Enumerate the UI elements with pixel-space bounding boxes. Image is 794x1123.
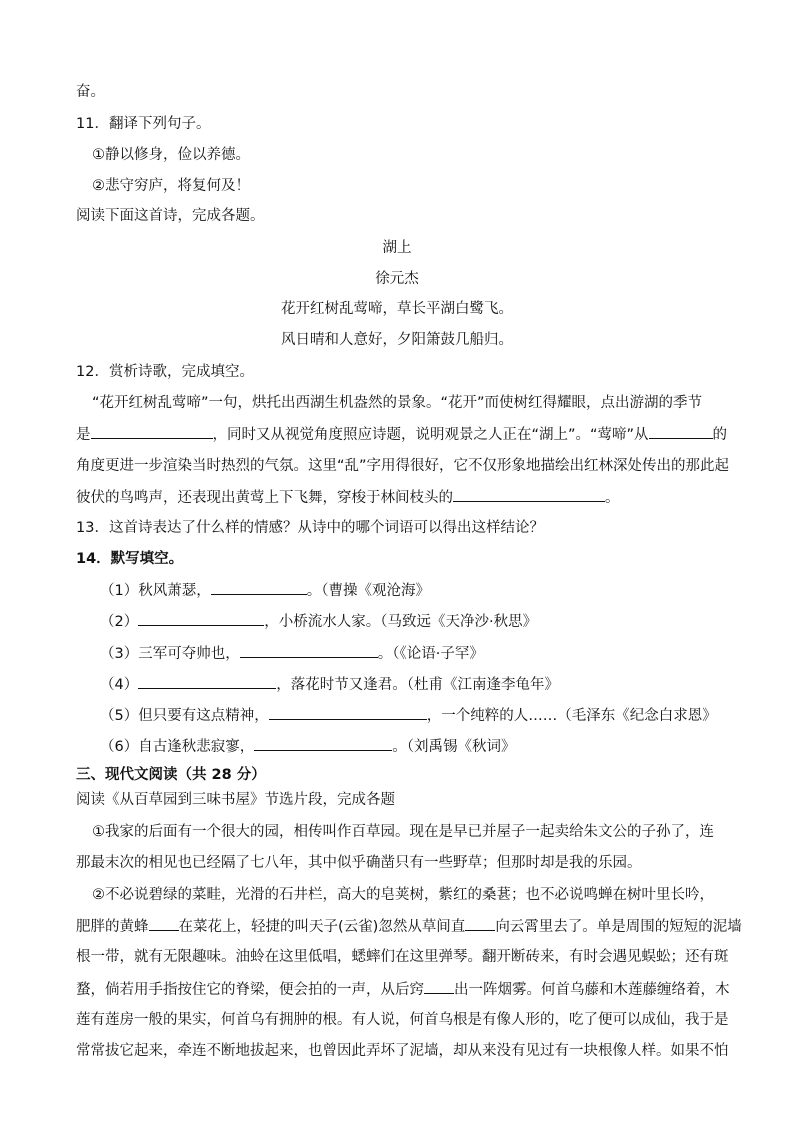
text-segment: 彼伏的鸟鸣声，还表现出黄莺上下飞舞，穿梭于林间枝头的 [76, 490, 453, 506]
reading-instruction: 阅读《从百草园到三味书屋》节选片段，完成各题 [76, 792, 395, 808]
fill-blank[interactable] [91, 424, 213, 439]
passage-line: 莲有莲房一般的果实，何首乌有拥肿的根。有人说，何首乌根是有像人形的，吃了便可以成仙，我于是 [76, 1012, 729, 1028]
question-12-text [76, 487, 766, 508]
text-segment: ，小桥流水人家。（马致远《天净沙·秋思》 [264, 614, 538, 630]
text-segment: 。（曹操《观沧海》 [306, 583, 430, 599]
text-segment: ，一个纯粹的人……（毛泽东《纪念白求恩》 [426, 708, 717, 724]
poem-author: 徐元杰 [375, 271, 419, 287]
question-14-item [100, 705, 790, 726]
question-12-text: 角度更进一步渲染当时热烈的气氛。这里“乱”字用得很好，它不仅形象地描绘出红林深处传出的那此起 [76, 458, 730, 474]
question-14-item [100, 736, 790, 757]
text-segment: 向云霄里去了。单是周围的短短的泥墙 [495, 919, 742, 935]
question-14-item [100, 580, 790, 601]
text-segment: 。 [605, 490, 620, 506]
text-segment: （6）自古逢秋悲寂寥， [100, 739, 255, 755]
text-segment: 肥胖的黄蜂 [76, 919, 149, 935]
passage-line: 常常拔它起来，牵连不断地拔起来，也曾因此弄坏了泥墙，却从来没有见过有一块根像人样。如果不怕 [76, 1043, 729, 1059]
question-14-item [100, 611, 790, 632]
text-segment: （2） [100, 614, 139, 630]
question-11-item-2: ②悲守穷庐，将复何及！ [92, 178, 250, 194]
passage-line: 根一带，就有无限趣味。油蛉在这里低唱，蟋蟀们在这里弹琴。翻开断砖来，有时会遇见蜈蚣；还有斑 [76, 949, 729, 965]
text-segment: （1）秋风萧瑟， [100, 583, 211, 599]
passage-line [76, 916, 766, 937]
fill-blank[interactable] [269, 705, 427, 720]
question-12-text [76, 424, 766, 445]
reading-instruction: 阅读下面这首诗，完成各题。 [76, 208, 265, 224]
text-line: 奋。 [76, 84, 105, 100]
text-segment: （3）三军可夺帅也， [100, 646, 240, 662]
poem-line: 风日晴和人意好，夕阳箫鼓几船归。 [281, 332, 513, 348]
section-heading: 三、现代文阅读（共 28 分） [76, 767, 266, 783]
text-segment: 的 [712, 427, 728, 443]
question-12-text: “花开红树乱莺啼”一句，烘托出西湖生机盎然的景象。“花开”而使树红得耀眼，点出游湖的季节 [92, 395, 703, 411]
text-segment: 。（《论语·子罕》 [377, 646, 484, 662]
fill-blank[interactable] [211, 580, 307, 595]
text-segment: （5）但只要有这点精神， [100, 708, 269, 724]
fill-blank[interactable] [254, 736, 392, 751]
text-segment: 在菜花上，轻捷的叫天子(云雀)忽然从草间直 [178, 919, 466, 935]
fill-blank[interactable] [424, 979, 454, 994]
text-segment: 。（刘禹锡《秋词》 [392, 739, 516, 755]
text-segment: 蝥，倘若用手指按住它的脊梁，便会拍的一声，从后窍 [76, 982, 424, 998]
fill-blank[interactable] [138, 611, 264, 626]
text-segment: ，同时又从视觉角度照应诗题，说明观景之人正在“湖上”。“莺啼”从 [212, 427, 649, 443]
question-14-item [100, 643, 790, 664]
fill-blank[interactable] [138, 674, 276, 689]
passage-line: ①我家的后面有一个很大的园，相传叫作百草园。现在是早已并屋子一起卖给朱文公的子孙了，连 [92, 824, 714, 840]
question-14: 14．默写填空。 [76, 551, 184, 567]
question-11-item-1: ①静以修身，俭以养德。 [92, 147, 250, 163]
question-11: 11．翻译下列句子。 [76, 116, 211, 132]
poem-line: 花开红树乱莺啼，草长平湖白鹭飞。 [281, 301, 513, 317]
text-segment: ，落花时节又逢君。（杜甫《江南逢李龟年》 [276, 677, 559, 693]
text-segment: 是 [76, 427, 91, 443]
text-segment: （4） [100, 677, 139, 693]
passage-line: ②不必说碧绿的菜畦，光滑的石井栏，高大的皂荚树，紫红的桑葚；也不必说鸣蝉在树叶里长吟， [92, 887, 714, 903]
fill-blank[interactable] [453, 487, 605, 502]
question-14-item [100, 674, 790, 695]
fill-blank[interactable] [240, 643, 378, 658]
fill-blank[interactable] [649, 424, 713, 439]
question-12: 12．赏析诗歌，完成填空。 [76, 364, 254, 380]
passage-line [76, 979, 766, 1000]
poem-title: 湖上 [382, 240, 412, 256]
fill-blank[interactable] [465, 916, 495, 931]
passage-line: 那最末次的相见也已经隔了七八年，其中似乎确凿只有一些野草；但那时却是我的乐园。 [76, 855, 642, 871]
text-segment: 出一阵烟雾。何首乌藤和木莲藤缠络着，木 [454, 982, 730, 998]
fill-blank[interactable] [149, 916, 179, 931]
question-13: 13．这首诗表达了什么样的情感？从诗中的哪个词语可以得出这样结论？ [76, 520, 544, 536]
